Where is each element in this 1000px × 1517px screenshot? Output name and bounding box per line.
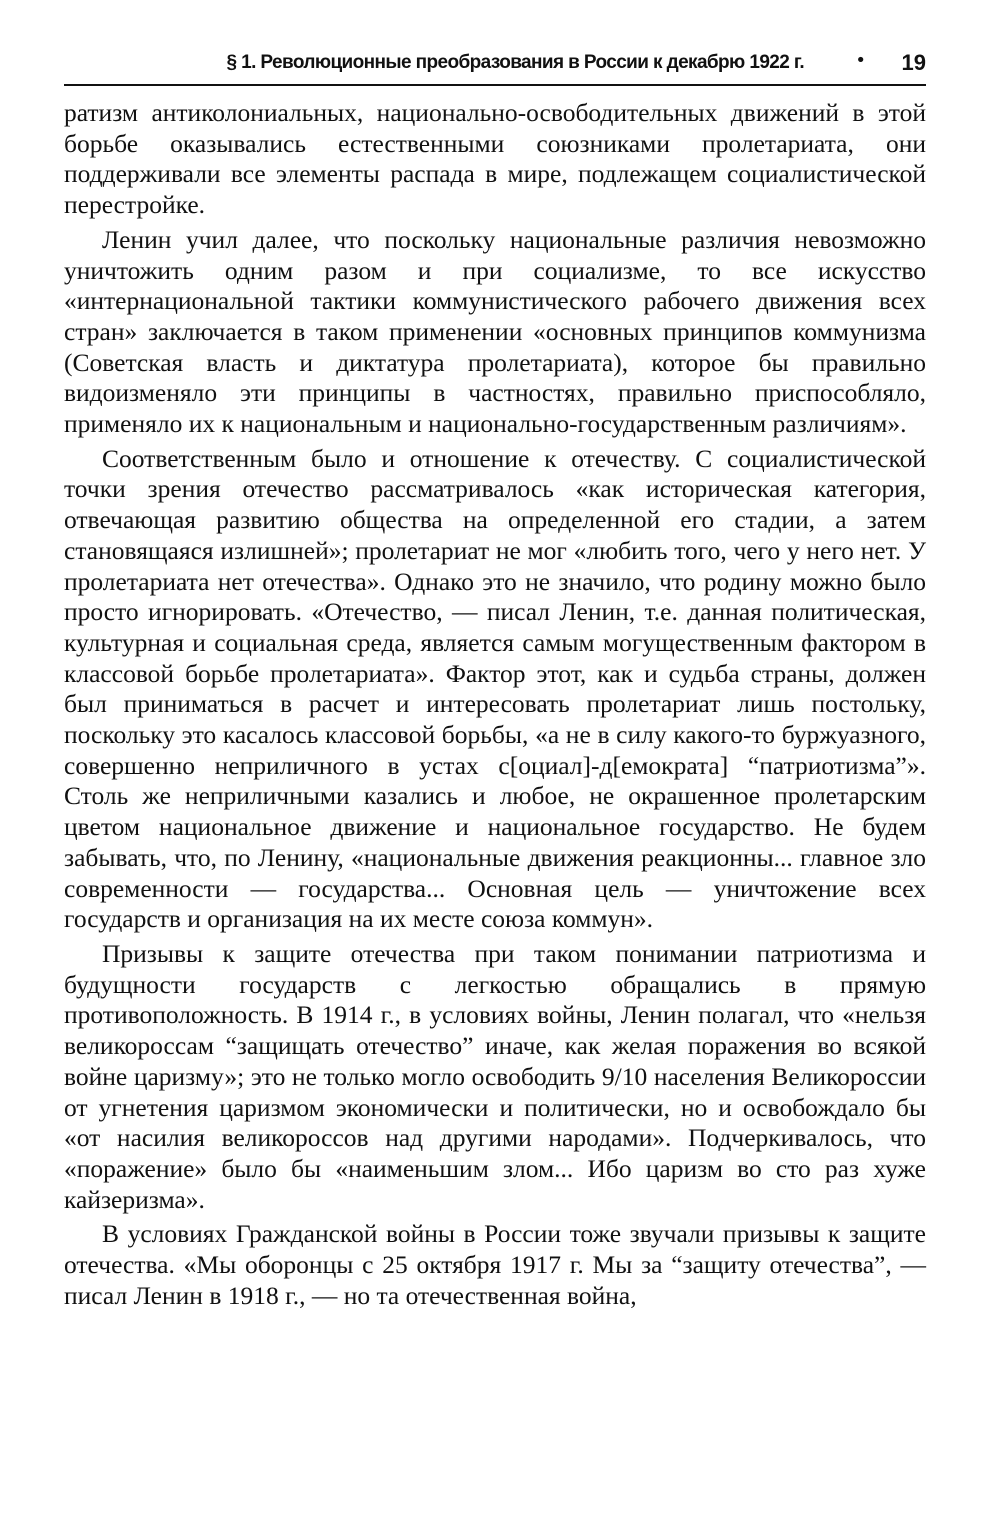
paragraph-continued: ратизм антиколониальных, национально-освободительных движений в этой борьбе оказывались естественными союзниками пролетариата, они поддерживали все элементы распада в мире, подлежащем социалистической перестройке. xyxy=(64,98,926,220)
paragraph: В условиях Гражданской войны в России тоже звучали призывы к защите отечества. «Мы оборонцы с 25 октября 1917 г. Мы за “защиту отечества”, — писал Ленин в 1918 г., — но та отечественная война, xyxy=(64,1219,926,1310)
running-head-title: § 1. Революционные преобразования в России к декабрю 1922 г. xyxy=(226,52,804,73)
paragraph: Соответственным было и отношение к отечеству. С социалистической точки зрения отечество рассматривалось «как историческая категория, отвечающая развитию общества на определенной его стадии, а затем становящаяся излишней»; пролетариат не мог «любить того, чего у него нет. У пролетариата нет отечества». Однако это не значило, что родину можно было просто игнорировать. «Отечество, — писал Ленин, т.е. данная политическая, культурная и социальная среда, является самым могущественным фактором в классовой борьбе пролетариата». Фактор этот, как и судьба страны, должен был приниматься в расчет и интересовать пролетариат лишь постольку, поскольку это касалось классовой борьбы, «а не в силу какого-то буржуазного, совершенно неприличного в устах с[оциал]-д[емократа] “патриотизма”». Столь же неприличными казались и любое, не окрашенное пролетарским цветом национальное движение и национальное государство. Не будем забывать, что, по Ленину, «национальные движения реакционны... главное зло современности — государства... Основная цель — уничтожение всех государств и организация на их месте союза коммун». xyxy=(64,443,926,934)
page-number: 19 xyxy=(901,50,926,75)
running-head-bullet: • xyxy=(855,50,866,71)
body-text xyxy=(64,98,926,1315)
paragraph: Ленин учил далее, что поскольку национальные различия невозможно уничтожить одним разом и при социализме, то все искусство «интернациональной тактики коммунистического рабочего движения всех стран» заключается в таком применении «основных принципов коммунизма (Советская власть и диктатура пролетариата), которое бы правильно видоизменяло эти принципы в частностях, правильно приспособляло, применяло их к национальным и национально-государственным различиям». xyxy=(64,224,926,439)
running-head xyxy=(64,48,926,86)
paragraph: Призывы к защите отечества при таком понимании патриотизма и будущности государств с легкостью обращались в прямую противоположность. В 1914 г., в условиях войны, Ленин полагал, что «нельзя великороссам “защищать отечество” иначе, как желая поражения во всякой войне царизму»; это не только могло освободить 9/10 населения Великороссии от угнетения царизмом экономически и политически, но и освобождало бы «от насилия великороссов над другими народами». Подчеркивалось, что «поражение» было бы «наименьшим злом... Ибо царизм во сто раз хуже кайзеризма». xyxy=(64,938,926,1214)
